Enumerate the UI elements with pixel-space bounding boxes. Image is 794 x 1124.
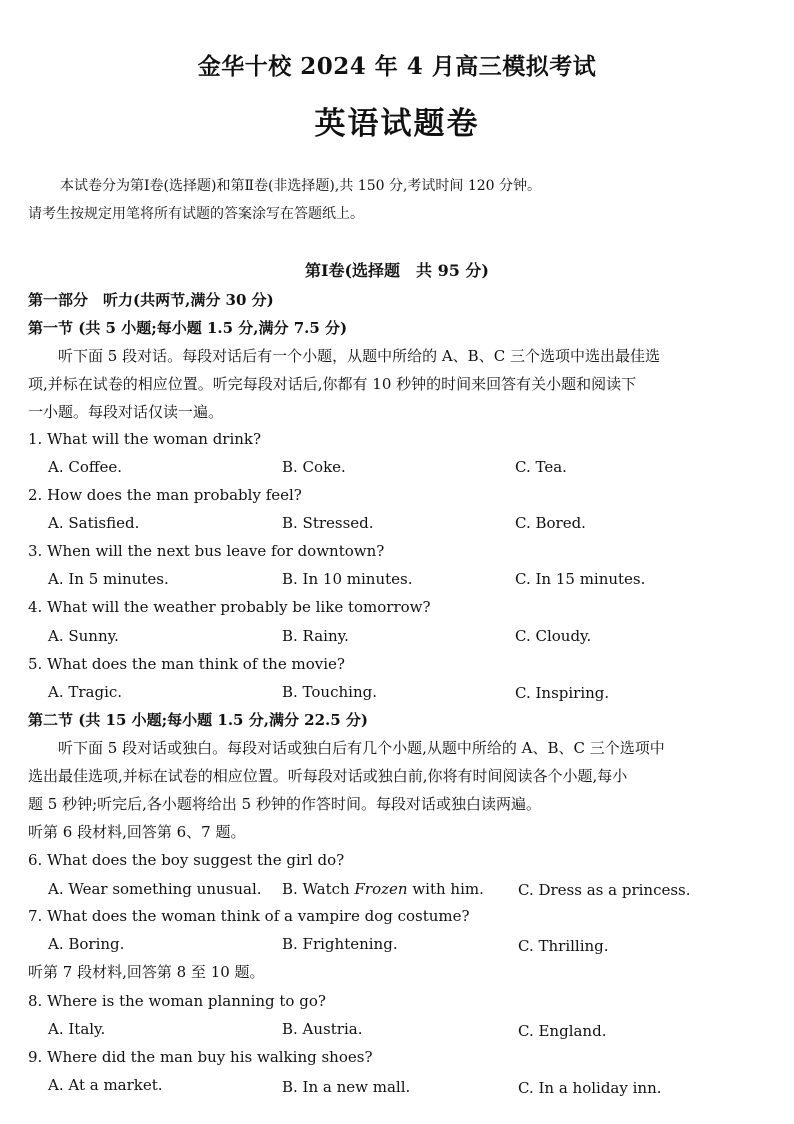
option-b: B. Rainy. (282, 627, 349, 645)
option-c: C. In a holiday inn. (518, 1079, 662, 1097)
option-a: A. Coffee. (48, 458, 123, 476)
option-a: A. Wear something unusual. (48, 880, 262, 898)
section-2-instruction-3: 题 5 秒钟;听完后,各小题将给出 5 秒钟的作答时间。每段对话或独白读两遍。 (28, 795, 541, 813)
paper-title: 英语试题卷 (314, 106, 480, 142)
option-b-film-title: Frozen (354, 880, 408, 898)
option-c: C. Bored. (515, 514, 586, 532)
option-a: A. Sunny. (48, 627, 119, 645)
option-a: A. In 5 minutes. (48, 570, 169, 588)
option-a: A. Satisfied. (48, 514, 140, 532)
section-1-instruction-2: 项,并标在试卷的相应位置。听完每段对话后,你都有 10 秒钟的时间来回答有关小题和阅读下 (28, 375, 637, 393)
question-stem: 5. What does the man think of the movie? (28, 655, 345, 673)
option-a: A. At a market. (48, 1076, 163, 1094)
option-c: C. Inspiring. (515, 684, 610, 702)
option-c: C. Dress as a princess. (518, 881, 691, 899)
option-b: B. Coke. (282, 458, 346, 476)
option-a: A. Italy. (48, 1020, 106, 1038)
part-1-title: 第一部分 听力(共两节,满分 30 分) (28, 291, 274, 309)
option-b: B. Touching. (282, 683, 377, 701)
section-1-instruction-3: 一小题。每段对话仅读一遍。 (28, 403, 224, 421)
option-b: B. Frightening. (282, 935, 398, 953)
question-stem: 6. What does the boy suggest the girl do? (28, 851, 345, 869)
option-c: C. England. (518, 1022, 607, 1040)
option-c: C. Cloudy. (515, 627, 592, 645)
option-b: B. In a new mall. (282, 1078, 411, 1096)
section-2-instruction-1: 听下面 5 段对话或独白。每段对话或独白后有几个小题,从题中所给的 A、B、C 三个选项中 (58, 739, 665, 757)
question-stem: 3. When will the next bus leave for downtown? (28, 542, 385, 560)
option-b: B. Austria. (282, 1020, 363, 1038)
question-stem: 7. What does the woman think of a vampire dog costume? (28, 907, 470, 925)
exam-title: 金华十校 2024 年 4 月高三模拟考试 (197, 53, 597, 80)
question-stem: 1. What will the woman drink? (28, 430, 262, 448)
option-b-prefix: B. Watch (282, 880, 355, 898)
option-b: B. Stressed. (282, 514, 374, 532)
intro-line-1: 本试卷分为第Ⅰ卷(选择题)和第Ⅱ卷(非选择题),共 150 分,考试时间 120 分钟。 (60, 178, 542, 194)
section-1-title: 第一节 (共 5 小题;每小题 1.5 分,满分 7.5 分) (28, 319, 348, 337)
option-c: C. In 15 minutes. (515, 570, 646, 588)
option-a: A. Tragic. (48, 683, 123, 701)
question-stem: 4. What will the weather probably be like tomorrow? (28, 598, 431, 616)
material-7-heading: 听第 7 段材料,回答第 8 至 10 题。 (28, 963, 265, 981)
question-stem: 8. Where is the woman planning to go? (28, 992, 326, 1010)
option-a: A. Boring. (48, 935, 125, 953)
section-2-title: 第二节 (共 15 小题;每小题 1.5 分,满分 22.5 分) (28, 711, 369, 729)
option-b-suffix: with him. (407, 880, 484, 898)
section-2-instruction-2: 选出最佳选项,并标在试卷的相应位置。听每段对话或独白前,你将有时间阅读各个小题,每小 (28, 767, 628, 785)
question-stem: 9. Where did the man buy his walking shoes? (28, 1048, 373, 1066)
option-c: C. Thrilling. (518, 937, 609, 955)
option-c: C. Tea. (515, 458, 567, 476)
question-stem: 2. How does the man probably feel? (28, 486, 302, 504)
material-6-heading: 听第 6 段材料,回答第 6、7 题。 (28, 823, 246, 841)
volume-1-title: 第Ⅰ卷(选择题 共 95 分) (304, 261, 490, 280)
option-b: B. In 10 minutes. (282, 570, 413, 588)
section-1-instruction-1: 听下面 5 段对话。每段对话后有一个小题，从题中所给的 A、B、C 三个选项中选出最佳选 (58, 347, 660, 365)
intro-line-2: 请考生按规定用笔将所有试题的答案涂写在答题纸上。 (28, 206, 364, 222)
option-b (282, 879, 484, 899)
